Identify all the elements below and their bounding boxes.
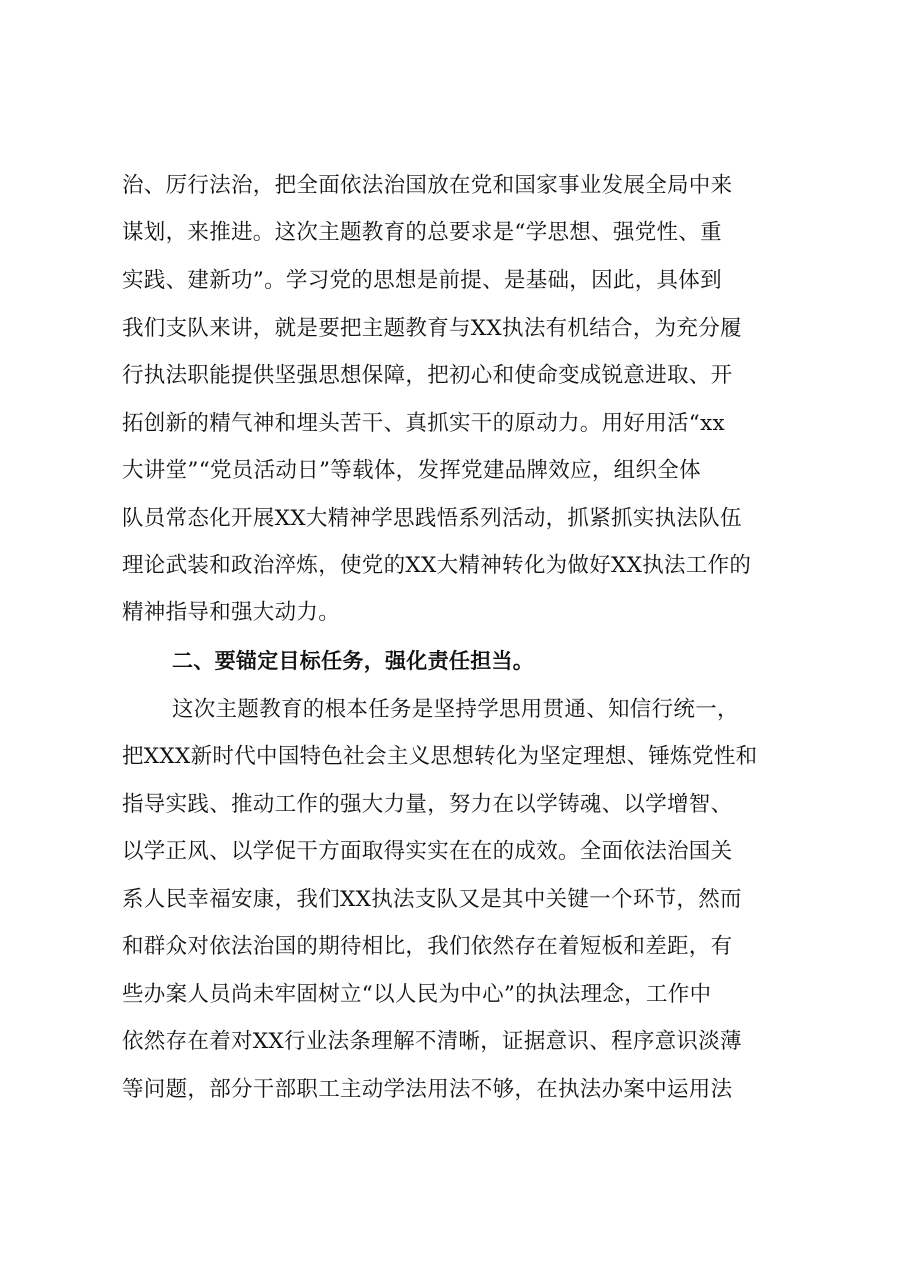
text-line: 大讲堂”“党员活动日”等载体，发挥党建品牌效应，组织全体 <box>122 458 701 483</box>
text-line: 这次主题教育的根本任务是坚持学思用贯通、知信行统一， <box>172 697 739 722</box>
text-line: 谋划，来推进。这次主题教育的总要求是“学思想、强党性、重 <box>122 220 722 245</box>
text-line: 指导实践、推动工作的强大力量，努力在以学铸魂、以学增智、 <box>122 792 733 817</box>
text-line: 治、厉行法治，把全面依法治国放在党和国家事业发展全局中来 <box>122 173 733 198</box>
text-line: 队员常态化开展XX大精神学思践悟系列活动，抓紧抓实执法队伍 <box>122 506 742 531</box>
text-line: 拓创新的精气神和埋头苦干、真抓实干的原动力。用好用活“xx <box>122 411 725 436</box>
text-line: 和群众对依法治国的期待相比，我们依然存在着短板和差距，有 <box>122 934 733 959</box>
section-heading: 二、要锚定目标任务，强化责任担当。 <box>172 649 535 673</box>
text-line: 我们支队来讲，就是要把主题教育与XX执法有机结合，为充分履 <box>122 316 742 341</box>
text-line: 实践、建新功”。学习党的思想是前提、是基础，因此，具体到 <box>122 268 722 293</box>
text-line: 等问题，部分干部职工主动学法用法不够，在执法办案中运用法 <box>122 1077 733 1102</box>
text-line: 以学正风、以学促干方面取得实实在在的成效。全面依法治国关 <box>122 839 733 864</box>
text-line: 行执法职能提供坚强思想保障，把初心和使命变成锐意进取、开 <box>122 363 733 388</box>
text-line: 精神指导和强大动力。 <box>122 600 341 625</box>
text-line: 理论武装和政治淬炼，使党的XX大精神转化为做好XX执法工作的 <box>122 553 752 578</box>
text-line: 系人民幸福安康，我们XX执法支队又是其中关键一个环节，然而 <box>122 887 742 912</box>
text-line: 些办案人员尚未牢固树立“以人民为中心”的执法理念，工作中 <box>122 982 712 1007</box>
text-line: 把XXX新时代中国特色社会主义思想转化为坚定理想、锤炼党性和 <box>122 744 758 769</box>
text-line: 依然存在着对XX行业法条理解不清晰，证据意识、程序意识淡薄 <box>122 1029 742 1054</box>
